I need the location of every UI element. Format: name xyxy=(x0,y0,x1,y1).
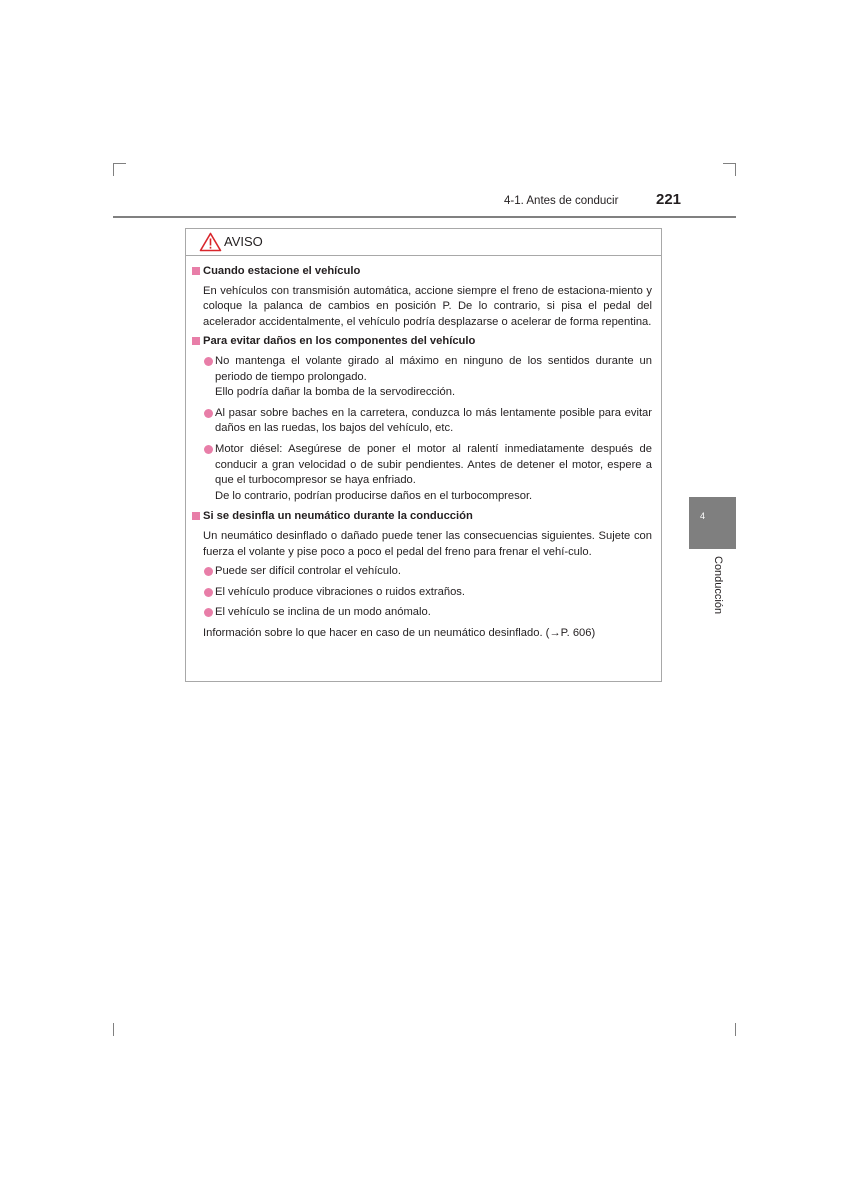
crop-mark-top-left-v xyxy=(113,163,114,176)
section-title: 4-1. Antes de conducir xyxy=(504,195,619,207)
warning-section xyxy=(186,334,661,504)
warning-header xyxy=(186,229,661,256)
section-heading xyxy=(186,334,661,350)
list-item-text: Al pasar sobre baches en la carretera, conduzca lo más lentamente posible para evitar daños en las ruedas, los bajos del vehículo, etc. xyxy=(215,406,652,435)
list-item xyxy=(186,354,652,401)
list-item-note: Ello podría dañar la bomba de la servodirección. xyxy=(215,386,456,399)
section-closing-note: Información sobre lo que hacer en caso de un neumático desinflado. (→P. 606) xyxy=(203,626,596,639)
list-item-note: De lo contrario, podrían producirse daños en el turbocompresor. xyxy=(215,489,533,502)
square-bullet-icon xyxy=(192,337,200,345)
list-item-text: El vehículo produce vibraciones o ruidos extraños. xyxy=(215,585,465,598)
list-item xyxy=(186,442,652,504)
circle-bullet-icon xyxy=(204,588,213,597)
chapter-title: Conducción xyxy=(712,556,724,615)
list-item xyxy=(186,585,652,601)
list-item-text: El vehículo se inclina de un modo anómalo. xyxy=(215,606,431,619)
section-heading-text: Cuando estacione el vehículo xyxy=(203,265,361,277)
circle-bullet-icon xyxy=(204,608,213,617)
list-item xyxy=(186,605,652,621)
crop-mark-top-left-h xyxy=(113,163,126,164)
header-rule xyxy=(113,216,736,218)
square-bullet-icon xyxy=(192,267,200,275)
circle-bullet-icon xyxy=(204,357,213,366)
warning-triangle-icon xyxy=(199,232,222,252)
section-heading-text: Para evitar daños en los componentes del vehículo xyxy=(203,335,476,348)
square-bullet-icon xyxy=(192,512,200,520)
section-heading xyxy=(186,509,661,525)
crop-mark-bottom-left xyxy=(113,1023,114,1036)
warning-section xyxy=(186,509,661,641)
list-item-text: No mantenga el volante girado al máximo en ninguno de los sentidos durante un periodo de tiempo prolongado. xyxy=(215,354,652,383)
warning-section xyxy=(186,264,661,330)
chapter-number: 4 xyxy=(700,511,706,521)
circle-bullet-icon xyxy=(204,409,213,418)
page-number: 221 xyxy=(656,191,682,208)
warning-content xyxy=(186,264,661,645)
chapter-tab xyxy=(689,497,736,549)
section-heading xyxy=(186,264,661,280)
crop-mark-top-right-h xyxy=(723,163,736,164)
list-item xyxy=(186,564,652,580)
section-paragraph: En vehículos con transmisión automática, accione siempre el freno de estaciona-miento y coloque la palanca de cambios en posición P. De lo contrario, si pisa el pedal del acelerador accidentalmente, el vehículo podría desplazarse o acelerar de forma repentina. xyxy=(203,284,652,328)
section-heading-text: Si se desinfla un neumático durante la conducción xyxy=(203,510,473,523)
crop-mark-bottom-right xyxy=(735,1023,736,1036)
circle-bullet-icon xyxy=(204,567,213,576)
warning-box xyxy=(185,228,662,682)
circle-bullet-icon xyxy=(204,445,213,454)
section-paragraph: Un neumático desinflado o dañado puede tener las consecuencias siguientes. Sujete con fuerza el volante y pise poco a poco el pedal del freno para frenar el vehí-culo. xyxy=(203,529,652,558)
warning-title: AVISO xyxy=(224,234,263,249)
crop-mark-top-right-v xyxy=(735,163,736,176)
list-item-text: Puede ser difícil controlar el vehículo. xyxy=(215,565,401,578)
list-item xyxy=(186,406,652,437)
list-item-text: Motor diésel: Asegúrese de poner el motor al ralentí inmediatamente después de conducir a gran velocidad o de subir pendientes. Antes de detener el motor, espere a que el turbocompresor se haya enfriado. xyxy=(215,442,652,487)
